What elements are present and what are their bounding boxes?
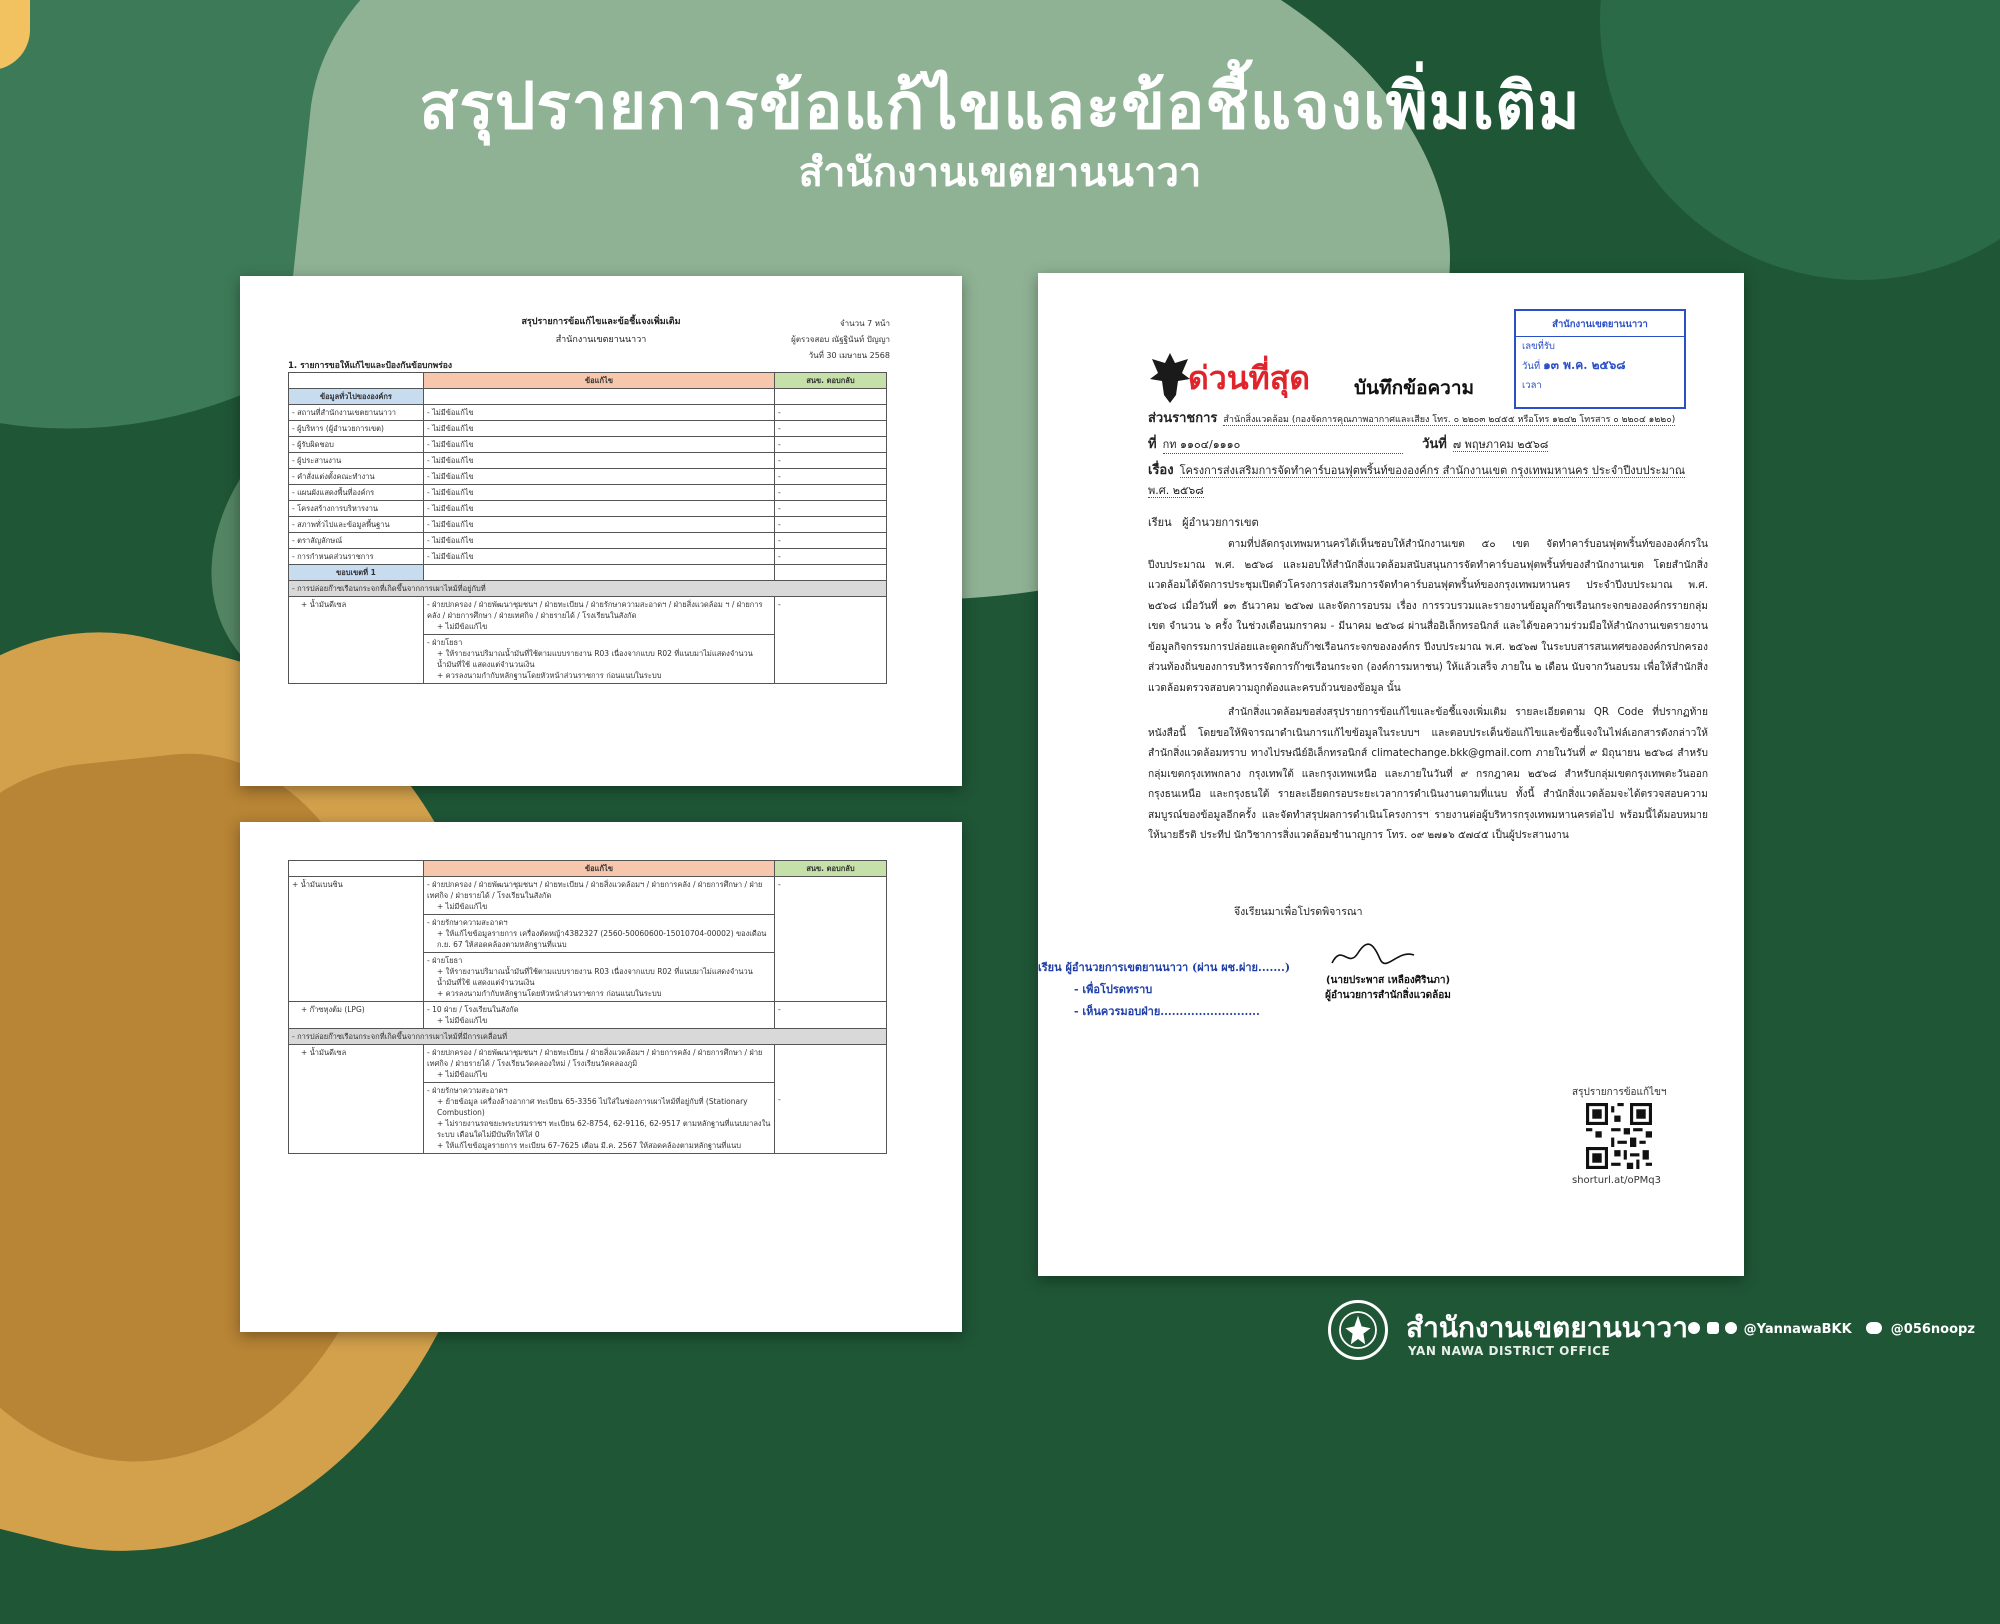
stamp-office: สำนักงานเขตยานนาวา — [1516, 311, 1684, 337]
row-fix — [424, 1002, 775, 1029]
line-handle[interactable]: @056noopz — [1890, 1322, 1975, 1337]
table-row — [289, 549, 887, 565]
signer-name: (นายประพาส เหลืองศิรินภา) — [1325, 975, 1451, 986]
row-item: + ก๊าซหุงต้ม (LPG) — [289, 1002, 424, 1029]
row-reply: - — [775, 1002, 887, 1029]
row-reply: - — [775, 597, 887, 684]
emission-band: - การปล่อยก๊าซเรือนกระจกที่เกิดขึ้นจากการเผาไหม้ที่อยู่กับที่ — [289, 581, 887, 597]
row-item: + น้ำมันเบนซิน — [289, 877, 424, 1002]
row-fix — [424, 1083, 775, 1154]
fix-line: + ไม่รายงานรถขยะพระบรมราชฯ ทะเบียน 62-8754, 62-9116, 62-9517 ตามหลักฐานที่แนบมาลงในระบบ เดือนใดไม่มีบันทึกให้ใส่ 0 — [437, 1119, 771, 1139]
signer-block — [1288, 951, 1488, 1003]
row-item: - แผนผังแสดงพื้นที่องค์กร — [289, 485, 424, 501]
official-memo — [1038, 273, 1744, 1276]
row-fix: - ไม่มีข้อแก้ไข — [424, 517, 775, 533]
row-fix: - ไม่มีข้อแก้ไข — [424, 469, 775, 485]
handwritten-note — [1038, 957, 1318, 1023]
fix-line: + ไม่มีข้อแก้ไข — [437, 1070, 488, 1079]
table-row — [289, 877, 887, 915]
subject-value: โครงการส่งเสริมการจัดทำคาร์บอนฟุตพริ้นท์ขององค์กร สำนักงานเขต กรุงเทพมหานคร ประจำปีงบประมาณ พ.ศ. ๒๕๖๘ — [1148, 464, 1686, 497]
row-item: - ผู้ประสานงาน — [289, 453, 424, 469]
row-reply: - — [775, 877, 887, 1002]
table-header-blank — [289, 373, 424, 389]
row-reply: - — [775, 533, 887, 549]
row-reply: - — [775, 469, 887, 485]
table-header-fix: ข้อแก้ไข — [424, 861, 775, 877]
category-general: ข้อมูลทั่วไปขององค์กร — [289, 389, 424, 405]
row-fix: - ไม่มีข้อแก้ไข — [424, 453, 775, 469]
summary-page-2 — [240, 822, 962, 1332]
fix-line: - 10 ฝ่าย / โรงเรียนในสังกัด — [427, 1005, 519, 1014]
doc-meta-reviewer: ผู้ตรวจสอบ ณัฐฐินันท์ ปัญญา — [791, 335, 890, 344]
table-row — [289, 405, 887, 421]
to-label: เรียน — [1148, 516, 1172, 529]
ref-label: ที่ — [1148, 437, 1157, 452]
doc-subtitle: สำนักงานเขตยานนาวา — [555, 335, 647, 345]
ref-value: กท ๑๑๐๔/๑๑๑๐ — [1163, 435, 1403, 454]
district-seal-icon — [1328, 1300, 1388, 1360]
table-row — [289, 597, 887, 635]
memo-subject — [1148, 459, 1708, 501]
memo-paragraph-2: สำนักสิ่งแวดล้อมขอส่งสรุปรายการข้อแก้ไขและข้อชี้แจงเพิ่มเติม รายละเอียดตาม QR Code ที่ปรากฏท้ายหนังสือนี้ โดยขอให้พิจารณาดำเนินการแก้ไขข้อมูลในระบบฯ และตอบประเด็นข้อแก้ไขและข้อชี้แจงในไฟล์เอกสารดังกล่าวให้สำนักสิ่งแวดล้อมทราบ ทางไปรษณีย์อิเล็กทรอนิกส์ climatechange.bkk@gmail.com ภายในวันที่ ๙ มิถุนายน ๒๕๖๘ สำหรับกลุ่มเขตกรุงเทพกลาง กรุงเทพใต้ และกรุงเทพเหนือ และภายในวันที่ ๙ กรกฎาคม ๒๕๖๘ สำหรับกลุ่มเขตกรุงเทพตะวันออก กรุงธนเหนือ และกรุงธนใต้ รายละเอียดกรอบระยะเวลาการดำเนินงานตามที่แนบ ทั้งนี้ สำนักสิ่งแวดล้อมจะได้ตรวจสอบความสมบูรณ์ของข้อมูลอีกครั้ง และจัดทำสรุปผลการดำเนินโครงการฯ รายงานต่อผู้บริหารกรุงเทพมหานครต่อไป พร้อมนี้ได้มอบหมายให้นายธีรติ ประทีป นักวิชาการสิ่งแวดล้อมชำนาญการ โทร. ๐๙ ๒๗๑๖ ๕๗๔๕ เป็นผู้ประสานงาน — [1148, 707, 1708, 841]
tiktok-icon[interactable] — [1725, 1322, 1737, 1334]
doc-meta-pages: จำนวน 7 หน้า — [839, 319, 890, 328]
fix-line: + ไม่มีข้อแก้ไข — [437, 1016, 488, 1025]
row-reply: - — [775, 517, 887, 533]
fix-line: - ฝ่ายรักษาความสะอาดฯ — [427, 1086, 508, 1095]
row-fix: - ไม่มีข้อแก้ไข — [424, 421, 775, 437]
memo-ref — [1148, 433, 1548, 454]
emission-band: - การปล่อยก๊าซเรือนกระจกที่เกิดขึ้นจากการเผาไหม้ที่มีการเคลื่อนที่ — [289, 1029, 887, 1045]
hand-note-line: - เห็นควรมอบฝ่าย.......................... — [1074, 1005, 1260, 1018]
fix-line: + ให้รายงานปริมาณน้ำมันที่ใช้ตามแบบรายงาน R03 เนื่องจากแบบ R02 ที่แนบมาไม่แสดงจำนวนน้ำมันที่ใช้ แสดงแต่จำนวนเงิน — [437, 967, 753, 987]
table-row — [289, 501, 887, 517]
memo-body — [1148, 535, 1708, 847]
row-reply: - — [775, 421, 887, 437]
row-reply: - — [775, 1045, 887, 1154]
stamp-no-label: เลขที่รับ — [1522, 341, 1555, 352]
summary-page-1 — [240, 276, 962, 786]
fix-line: + ควรลงนามกำกับหลักฐานโดยหัวหน้าส่วนราชการ ก่อนแนบในระบบ — [437, 989, 662, 998]
footer-org-name-en: YAN NAWA DISTRICT OFFICE — [1408, 1344, 1611, 1358]
footer-org-name: สำนักงานเขตยานนาวา — [1406, 1311, 1688, 1344]
row-item: - สถานที่สำนักงานเขตยานนาวา — [289, 405, 424, 421]
hand-note-line: เรียน ผู้อำนวยการเขตยานนาวา (ผ่าน ผช.ผ่าย.......) — [1038, 961, 1291, 974]
section-heading: 1. รายการขอให้แก้ไขและป้องกันข้อบกพร่อง — [288, 361, 453, 371]
to-value: ผู้อำนวยการเขต — [1182, 516, 1259, 529]
received-stamp — [1514, 309, 1686, 409]
row-fix — [424, 635, 775, 684]
page-title: สรุปรายการข้อแก้ไขและข้อชี้แจงเพิ่มเติม — [419, 70, 1581, 144]
memo-agency — [1148, 407, 1675, 428]
corrections-table — [288, 372, 887, 684]
table-row — [289, 437, 887, 453]
row-fix: - ไม่มีข้อแก้ไข — [424, 501, 775, 517]
doc-meta — [791, 316, 890, 364]
row-item: + น้ำมันดีเซล — [289, 597, 424, 684]
table-header-reply: สนข. ตอบกลับ — [775, 373, 887, 389]
row-reply: - — [775, 405, 887, 421]
row-item: - สภาพทั่วไปและข้อมูลพื้นฐาน — [289, 517, 424, 533]
stamp-no — [1516, 337, 1684, 356]
row-item: - โครงสร้างการบริหารงาน — [289, 501, 424, 517]
doc-title: สรุปรายการข้อแก้ไขและข้อชี้แจงเพิ่มเติม — [521, 317, 681, 327]
row-fix — [424, 953, 775, 1002]
table-header-blank — [289, 861, 424, 877]
qr-code-icon[interactable] — [1586, 1103, 1652, 1169]
agency-value: สำนักสิ่งแวดล้อม (กองจัดการคุณภาพอากาศและเสียง โทร. ๐ ๒๒๐๓ ๒๔๕๕ หรือโทร ๑๒๔๒ โทรสาร ๐ ๒๒๐๔ ๑๒๒๐) — [1223, 415, 1676, 425]
memo-paragraph-1: ตามที่ปลัดกรุงเทพมหานครได้เห็นชอบให้สำนักงานเขต ๕๐ เขต จัดทำคาร์บอนฟุตพริ้นท์ขององค์กรในปีงบประมาณ พ.ศ. ๒๕๖๘ และมอบให้สำนักสิ่งแวดล้อมสนับสนุนการจัดทำคาร์บอนฟุตพริ้นท์ของสำนักงานเขต โดยสำนักสิ่งแวดล้อมได้จัดการประชุมเปิดตัวโครงการส่งเสริมการจัดทำคาร์บอนฟุตพริ้นท์ของกรุงเทพมหานคร ประจำปีงบประมาณ พ.ศ. ๒๕๖๘ เมื่อวันที่ ๑๓ ธันวาคม ๒๕๖๗ และจัดการอบรม เรื่อง การรวบรวมและรายงานข้อมูลก๊าซเรือนกระจกขององค์กรรายกลุ่มเขต จำนวน ๖ ครั้ง ในช่วงเดือนมกราคม - มีนาคม ๒๕๖๘ ผ่านสื่ออิเล็กทรอนิกส์ และได้ขอความร่วมมือให้สำนักงานเขตรายงานข้อมูลกิจกรรมการปล่อยและดูดกลับก๊าซเรือนกระจกขององค์กร ปีงบประมาณ พ.ศ. ๒๕๖๗ ในระบบสารสนเทศขององค์กรปกครองส่วนท้องถิ่นของการบริหารจัดการก๊าซเรือนกระจก (องค์การมหาชน) ให้แล้วเสร็จ ภายใน ๒ เดือน นับจากวันอบรม เพื่อให้สำนักสิ่งแวดล้อมตรวจสอบความถูกต้องและครบถ้วนของข้อมูล นั้น — [1148, 539, 1708, 694]
subject-label: เรื่อง — [1148, 463, 1174, 478]
row-fix: - ไม่มีข้อแก้ไข — [424, 485, 775, 501]
qr-url[interactable]: shorturl.at/oPMq3 — [1572, 1175, 1662, 1186]
row-fix — [424, 1045, 775, 1083]
row-fix: - ไม่มีข้อแก้ไข — [424, 405, 775, 421]
agency-label: ส่วนราชการ — [1148, 411, 1218, 426]
instagram-icon[interactable] — [1707, 1322, 1719, 1334]
date-value: ๗ พฤษภาคม ๒๕๖๘ — [1452, 438, 1549, 451]
row-fix — [424, 597, 775, 635]
fix-line: + ให้แก้ไขข้อมูลรายการ ทะเบียน 67-7625 เดือน มี.ค. 2567 ให้สอดคล้องตามหลักฐานที่แนบ — [437, 1141, 742, 1150]
table-row — [289, 469, 887, 485]
fix-line: - ฝ่ายปกครอง / ฝ่ายพัฒนาชุมชนฯ / ฝ่ายทะเบียน / ฝ่ายสิ่งแวดล้อมฯ / ฝ่ายการคลัง / ฝ่ายการศึกษา / ฝ่ายเทศกิจ / ฝ่ายรายได้ / โรงเรียนวัดคลองใหม่ / โรงเรียนวัดคลองภูมิ — [427, 1048, 763, 1068]
row-item: - การกำหนดส่วนราชการ — [289, 549, 424, 565]
table-row — [289, 421, 887, 437]
empty-cell — [424, 565, 775, 581]
memo-title: บันทึกข้อความ — [1354, 377, 1475, 399]
garuda-emblem-icon — [1148, 349, 1192, 407]
table-row — [289, 453, 887, 469]
stamp-date-label: วันที่ — [1522, 361, 1541, 372]
table-header-fix: ข้อแก้ไข — [424, 373, 775, 389]
row-fix: - ไม่มีข้อแก้ไข — [424, 549, 775, 565]
fix-line: - ฝ่ายปกครอง / ฝ่ายพัฒนาชุมชนฯ / ฝ่ายทะเบียน / ฝ่ายรักษาความสะอาดฯ / ฝ่ายสิ่งแวดล้อม ฯ / ฝ่ายการคลัง / ฝ่ายการศึกษา / ฝ่ายเทศกิจ / ฝ่ายรายได้ / โรงเรียนในสังกัด — [427, 600, 763, 620]
table-row — [289, 485, 887, 501]
row-reply: - — [775, 501, 887, 517]
date-label: วันที่ — [1422, 437, 1447, 452]
row-item: + น้ำมันดีเซล — [289, 1045, 424, 1154]
table-row — [289, 533, 887, 549]
footer-social — [1688, 1322, 1975, 1337]
stamp-date-value: ๑๓ พ.ค. ๒๕๖๘ — [1543, 358, 1626, 372]
fix-line: - ฝ่ายปกครอง / ฝ่ายพัฒนาชุมชนฯ / ฝ่ายทะเบียน / ฝ่ายสิ่งแวดล้อมฯ / ฝ่ายการคลัง / ฝ่ายการศึกษา / ฝ่ายเทศกิจ / ฝ่ายรายได้ / โรงเรียนในสังกัด — [427, 880, 763, 900]
stamp-time — [1516, 376, 1684, 395]
fix-line: + ให้แก้ไขข้อมูลรายการ เครื่องตัดหญ้า4382327 (2560-50060600-15010704-00002) ของเดือน ก.ย. 67 ให้สอดคล้องตามหลักฐานที่แนบ — [437, 929, 767, 949]
fix-line: + ไม่มีข้อแก้ไข — [437, 622, 488, 631]
fix-line: + ควรลงนามกำกับหลักฐานโดยหัวหน้าส่วนราชการ ก่อนแนบในระบบ — [437, 671, 662, 680]
row-reply: - — [775, 437, 887, 453]
table-row — [289, 1045, 887, 1083]
fix-line: + ให้รายงานปริมาณน้ำมันที่ใช้ตามแบบรายงาน R03 เนื่องจากแบบ R02 ที่แนบมาไม่แสดงจำนวนน้ำมันที่ใช้ แสดงแต่จำนวนเงิน — [437, 649, 753, 669]
memo-closing: จึงเรียนมาเพื่อโปรดพิจารณา — [1234, 906, 1363, 918]
row-reply: - — [775, 549, 887, 565]
memo-to — [1148, 513, 1259, 531]
page-subtitle: สำนักงานเขตยานนาวา — [798, 150, 1202, 196]
fix-line: + ไม่มีข้อแก้ไข — [437, 902, 488, 911]
corrections-table — [288, 860, 887, 1154]
doc-meta-date: วันที่ 30 เมษายน 2568 — [808, 351, 890, 360]
facebook-icon[interactable] — [1688, 1322, 1700, 1334]
hand-note-line: - เพื่อโปรดทราบ — [1074, 983, 1153, 996]
urgent-label: ด่วนที่สุด — [1188, 359, 1311, 397]
row-fix: - ไม่มีข้อแก้ไข — [424, 533, 775, 549]
table-row — [289, 517, 887, 533]
line-icon[interactable] — [1866, 1322, 1882, 1334]
fix-line: - ฝ่ายโยธา — [427, 956, 463, 965]
row-reply: - — [775, 485, 887, 501]
signer-title: ผู้อำนวยการสำนักสิ่งแวดล้อม — [1325, 990, 1451, 1001]
category-scope-1: ขอบเขตที่ 1 — [289, 565, 424, 581]
row-fix: - ไม่มีข้อแก้ไข — [424, 437, 775, 453]
empty-cell — [775, 389, 887, 405]
row-item: - คำสั่งแต่งตั้งคณะทำงาน — [289, 469, 424, 485]
qr-caption: สรุปรายการข้อแก้ไขฯ — [1572, 1087, 1667, 1098]
row-fix — [424, 915, 775, 953]
row-item: - ผู้บริหาร (ผู้อำนวยการเขต) — [289, 421, 424, 437]
row-item: - ผู้รับผิดชอบ — [289, 437, 424, 453]
fix-line: - ฝ่ายรักษาความสะอาดฯ — [427, 918, 508, 927]
table-row — [289, 1002, 887, 1029]
empty-cell — [424, 389, 775, 405]
empty-cell — [775, 565, 887, 581]
row-fix — [424, 877, 775, 915]
stamp-date — [1516, 356, 1684, 376]
fix-line: - ฝ่ายโยธา — [427, 638, 463, 647]
social-handle[interactable]: @YannawaBKK — [1743, 1322, 1852, 1337]
table-header-reply: สนข. ตอบกลับ — [775, 861, 887, 877]
row-reply: - — [775, 453, 887, 469]
row-item: - ตราสัญลักษณ์ — [289, 533, 424, 549]
fix-line: + ย้ายข้อมูล เครื่องล้างอากาศ ทะเบียน 65-3356 ไปใส่ในช่องการเผาไหม้ที่อยู่กับที่ (Stationary Combustion) — [437, 1097, 748, 1117]
stamp-time-label: เวลา — [1522, 380, 1542, 391]
